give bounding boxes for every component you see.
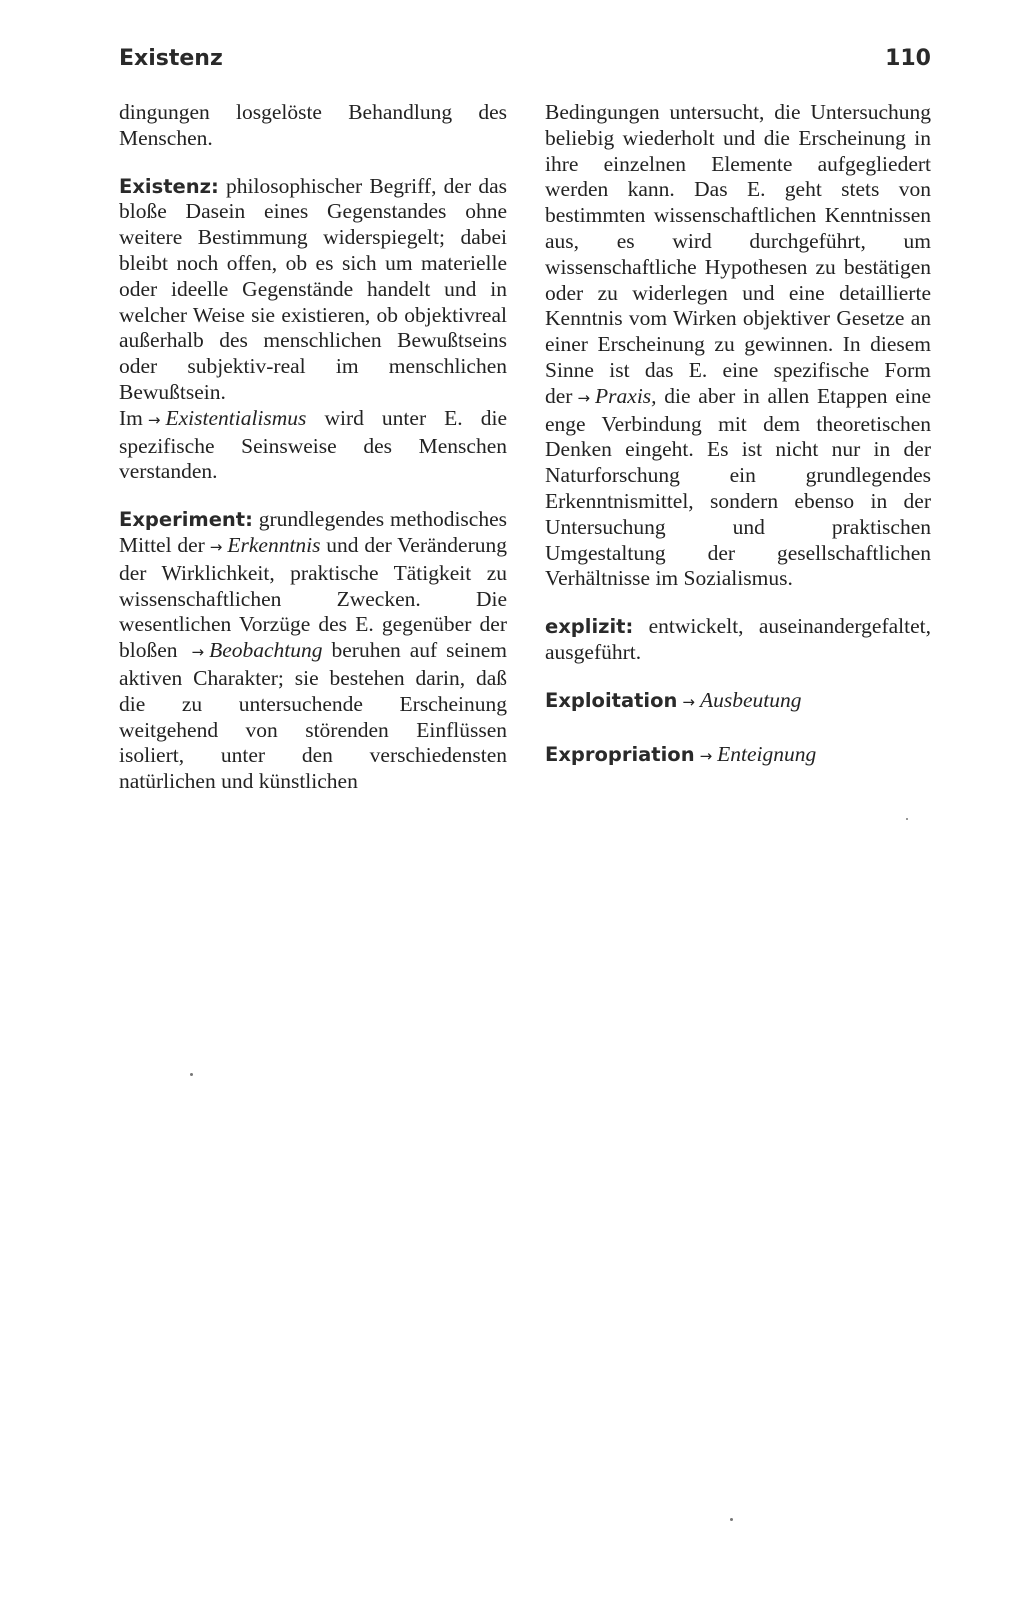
entry-experiment — [119, 507, 507, 795]
entry-term: Existenz: — [119, 174, 219, 198]
cross-reference: Ausbeutung — [699, 687, 802, 712]
note-text: wird unter E. die spezifische Seinsweise des Menschen verstanden. — [119, 405, 507, 484]
entry-expropriation — [545, 742, 931, 770]
running-head-title: Existenz — [119, 46, 223, 71]
entry-term: Experiment: — [119, 508, 253, 532]
paper-speck — [906, 818, 908, 820]
cross-reference: Praxis, — [595, 383, 657, 408]
left-column — [119, 100, 507, 817]
continuation-text: dingungen losgelöste Behandlung des Menschen. — [119, 100, 507, 150]
cross-reference-arrow-icon: → — [699, 746, 713, 765]
existenz-note — [119, 406, 507, 485]
entry-text: grundlegendes methodisches Mittel der — [119, 507, 507, 557]
entry-existenz — [119, 174, 507, 486]
entry-text: Bedingungen untersucht, die Untersuchung beliebig wiederholt und die Erscheinung in ihre einzelnen Elemente aufgegliedert werden kann. Das E. geht stets von bestimmten wissenschaftlichen Kenntnissen aus, es wird durchgeführt, um wissenschaftliche Hypothesen zu bestätigen oder zu widerlegen und eine detaillierte Kenntnis vom Wirken objektiver Gesetze an einer Erscheinung zu gewinnen. In diesem Sinne ist das E. eine spezifische Form der — [545, 100, 931, 408]
cross-reference: Erkenntnis — [227, 532, 321, 557]
continuation-text — [545, 100, 931, 592]
paper-speck — [730, 1518, 733, 1521]
entry-term: Exploitation — [545, 688, 678, 712]
expropriation-line — [545, 742, 931, 770]
cross-reference: Beobachtung — [209, 638, 323, 663]
entry-text: beruhen auf seinem aktiven Charakter; sie bestehen darin, daß die zu untersuchende Erscheinung weitgehend von störenden Einflüssen isoliert, unter den verschiedensten natürlichen und künstlichen — [119, 638, 508, 794]
paper-speck — [190, 1073, 193, 1076]
entry-term: Expropriation — [545, 742, 695, 766]
entry-exploitation — [545, 688, 931, 716]
exploitation-line — [545, 688, 931, 716]
right-column — [545, 100, 931, 795]
cross-reference-arrow-icon: → — [191, 643, 205, 662]
note-prefix: Im — [119, 405, 143, 430]
entry-text: philosophischer Begriff, der das bloße Dasein eines Gegenstandes ohne weitere Bestimmung widerspiegelt; dabei bleibt noch offen, ob es sich um materielle oder ideelle Gegenstände handelt und in welcher Weise sie existieren, ob objektivreal außerhalb des menschlichen Bewußtseins oder subjektiv-real im menschlichen Bewußtsein. — [119, 173, 507, 404]
entry-text: und der Veränderung der Wirklichkeit, praktische Tätigkeit zu wissenschaftlichen Zwecken. Die wesentlichen Vorzüge des E. gegenüber der bloßen — [119, 532, 507, 663]
cross-reference-arrow-icon: → — [147, 410, 161, 429]
cross-reference-arrow-icon: → — [682, 692, 695, 711]
explizit-definition — [545, 614, 931, 666]
cross-reference-arrow-icon: → — [209, 537, 223, 556]
existenz-definition — [119, 174, 507, 406]
experiment-continuation — [545, 100, 931, 592]
cross-reference-arrow-icon: → — [577, 388, 591, 407]
entry-term: explizit: — [545, 615, 634, 639]
continuation-paragraph — [119, 100, 507, 152]
running-head — [119, 46, 931, 71]
experiment-definition — [119, 507, 507, 795]
page-number: 110 — [885, 46, 931, 71]
entry-text: entwickelt, auseinandergefaltet, ausgeführt. — [545, 614, 931, 664]
entry-text: die aber in allen Etappen eine enge Verbindung mit dem theoretischen Denken eingeht. Es ist nicht nur in der Naturforschung ein grundlegendes Erkenntnismittel, sondern ebenso in der Untersuchung und praktischen Umgestaltung der gesellschaftlichen Verhältnisse im Sozialismus. — [545, 383, 931, 591]
entry-explizit — [545, 614, 931, 666]
cross-reference: Existentialismus — [165, 405, 307, 430]
cross-reference: Enteignung — [717, 741, 817, 766]
